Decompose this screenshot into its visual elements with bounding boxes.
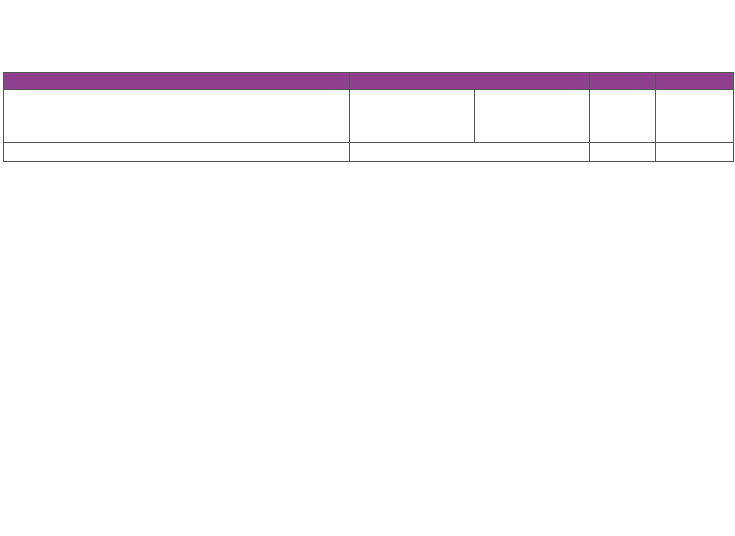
leukogram-label — [4, 90, 350, 143]
leukogram-header-row — [4, 90, 734, 143]
relative-value-header — [350, 90, 475, 143]
row-name — [4, 143, 350, 162]
row-unit — [656, 143, 734, 162]
row-result — [350, 143, 590, 162]
leukogram-unit-empty — [656, 90, 734, 143]
header-indicator — [4, 73, 350, 90]
leukogram-norm-empty — [590, 90, 656, 143]
absolute-value-header — [475, 90, 590, 143]
table-row — [4, 143, 734, 162]
row-norm — [590, 143, 656, 162]
header-result — [350, 73, 590, 90]
header-units — [656, 73, 734, 90]
results-table — [3, 72, 734, 162]
header-row — [4, 73, 734, 90]
header-norms — [590, 73, 656, 90]
